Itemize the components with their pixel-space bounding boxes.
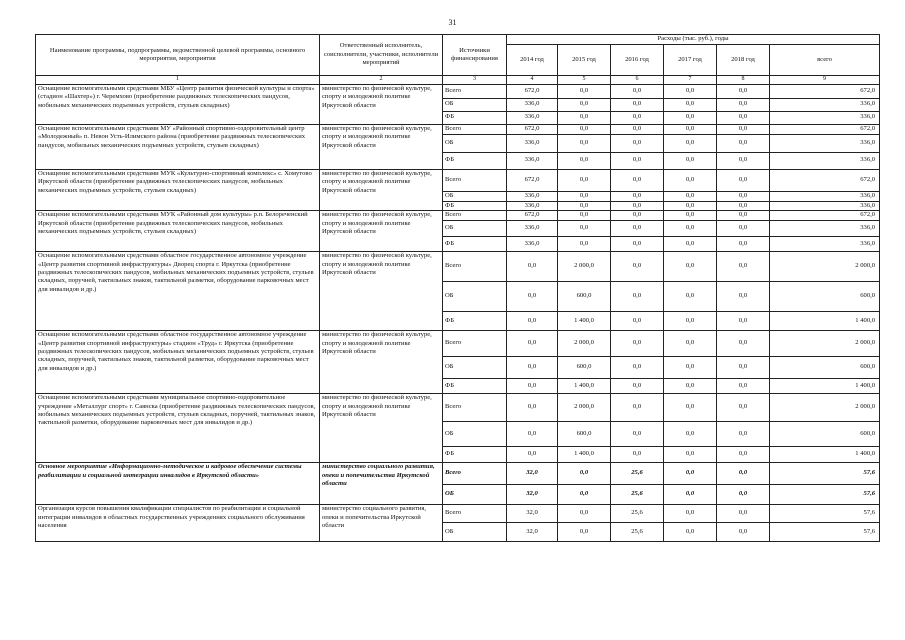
year-value: 0,0 bbox=[611, 379, 664, 394]
total-value: 1 400,0 bbox=[770, 447, 880, 463]
year-value: 0,0 bbox=[611, 331, 664, 357]
year-value: 0,0 bbox=[664, 331, 717, 357]
measure-executor: министерство социального развития, опеки и попечительства Иркутской области bbox=[320, 505, 443, 542]
funding-source: ОБ bbox=[443, 485, 507, 505]
funding-source: ФБ bbox=[443, 312, 507, 331]
funding-source: Всего bbox=[443, 169, 507, 191]
index-cell: 4 bbox=[507, 76, 558, 85]
table-row bbox=[36, 124, 880, 134]
year-value: 0,0 bbox=[717, 485, 770, 505]
year-value: 0,0 bbox=[664, 505, 717, 523]
funding-source: ОБ bbox=[443, 221, 507, 237]
header-year-2015: 2015 год bbox=[558, 45, 611, 76]
year-value: 0,0 bbox=[558, 111, 611, 124]
year-value: 336,0 bbox=[507, 111, 558, 124]
total-value: 336,0 bbox=[770, 221, 880, 237]
year-value: 336,0 bbox=[507, 134, 558, 152]
year-value: 0,0 bbox=[611, 252, 664, 282]
year-value: 0,0 bbox=[664, 111, 717, 124]
measure-executor: министерство по физической культуре, спорту и молодежной политике Иркутской области bbox=[320, 84, 443, 124]
year-value: 0,0 bbox=[717, 111, 770, 124]
year-value: 600,0 bbox=[558, 422, 611, 447]
total-value: 600,0 bbox=[770, 357, 880, 379]
year-value: 0,0 bbox=[611, 447, 664, 463]
year-value: 2 000,0 bbox=[558, 252, 611, 282]
funding-source: ОБ bbox=[443, 523, 507, 542]
header-expenses: Расходы (тыс. руб.), годы bbox=[507, 35, 880, 45]
year-value: 0,0 bbox=[558, 237, 611, 252]
index-cell: 5 bbox=[558, 76, 611, 85]
header-year-2014: 2014 год bbox=[507, 45, 558, 76]
funding-source: ОБ bbox=[443, 357, 507, 379]
funding-source: Всего bbox=[443, 505, 507, 523]
year-value: 25,6 bbox=[611, 523, 664, 542]
funding-source: Всего bbox=[443, 463, 507, 485]
index-cell: 7 bbox=[664, 76, 717, 85]
measure-name: Оснащение вспомогательными средствами муниципальное спортивно-оздоровительное учреждение «Металлург спорт» г. Саянска (приобретение раздвижных телескопических пандусов, мобильных механических подъемных устройств, стульев складных, поручней, тактильных знаков, тактильной разметки, оборудование парковочных мест для инвалидов и др.) bbox=[36, 394, 320, 463]
table-row bbox=[36, 394, 880, 422]
year-value: 0,0 bbox=[717, 331, 770, 357]
total-value: 57,6 bbox=[770, 523, 880, 542]
year-value: 600,0 bbox=[558, 357, 611, 379]
funding-source: Всего bbox=[443, 124, 507, 134]
index-cell: 6 bbox=[611, 76, 664, 85]
funding-source: ОБ bbox=[443, 134, 507, 152]
year-value: 0,0 bbox=[664, 237, 717, 252]
year-value: 0,0 bbox=[611, 221, 664, 237]
year-value: 672,0 bbox=[507, 211, 558, 221]
year-value: 336,0 bbox=[507, 237, 558, 252]
funding-source: Всего bbox=[443, 252, 507, 282]
year-value: 0,0 bbox=[558, 201, 611, 210]
total-value: 57,6 bbox=[770, 505, 880, 523]
funding-source: ОБ bbox=[443, 282, 507, 312]
funding-source: ФБ bbox=[443, 237, 507, 252]
year-value: 0,0 bbox=[611, 191, 664, 201]
index-cell: 1 bbox=[36, 76, 320, 85]
year-value: 336,0 bbox=[507, 152, 558, 169]
year-value: 0,0 bbox=[507, 312, 558, 331]
page-number: 31 bbox=[448, 18, 457, 27]
year-value: 336,0 bbox=[507, 98, 558, 111]
funding-source: Всего bbox=[443, 211, 507, 221]
year-value: 0,0 bbox=[717, 394, 770, 422]
year-value: 0,0 bbox=[664, 357, 717, 379]
year-value: 0,0 bbox=[611, 394, 664, 422]
funding-source: ФБ bbox=[443, 111, 507, 124]
year-value: 336,0 bbox=[507, 201, 558, 210]
header-year-2016: 2016 год bbox=[611, 45, 664, 76]
measure-executor: министерство по физической культуре, спорту и молодежной политике Иркутской области bbox=[320, 211, 443, 252]
year-value: 0,0 bbox=[717, 84, 770, 98]
total-value: 336,0 bbox=[770, 111, 880, 124]
year-value: 0,0 bbox=[558, 134, 611, 152]
year-value: 1 400,0 bbox=[558, 447, 611, 463]
header-year-2018: 2018 год bbox=[717, 45, 770, 76]
year-value: 0,0 bbox=[717, 201, 770, 210]
year-value: 0,0 bbox=[611, 152, 664, 169]
measure-name: Основное мероприятие «Информационно-методическое и кадровое обеспечение системы реабилитации и социальной интеграции инвалидов в Иркутской области» bbox=[36, 463, 320, 505]
year-value: 672,0 bbox=[507, 124, 558, 134]
year-value: 600,0 bbox=[558, 282, 611, 312]
year-value: 0,0 bbox=[664, 394, 717, 422]
total-value: 336,0 bbox=[770, 201, 880, 210]
table-row bbox=[36, 252, 880, 282]
table-row bbox=[36, 211, 880, 221]
year-value: 0,0 bbox=[558, 169, 611, 191]
year-value: 0,0 bbox=[558, 211, 611, 221]
year-value: 0,0 bbox=[717, 211, 770, 221]
year-value: 0,0 bbox=[664, 252, 717, 282]
year-value: 0,0 bbox=[664, 211, 717, 221]
year-value: 0,0 bbox=[717, 169, 770, 191]
measure-name: Оснащение вспомогательными средствами МБУ «Центр развития физической культуры и спорта» (стадион «Шахтер») г. Черемхово (приобретение раздвижных телескопических пандусов, мобильных механических подъемных устройств, стульев складных) bbox=[36, 84, 320, 124]
table-row bbox=[36, 463, 880, 485]
measure-name: Оснащение вспомогательными средствами МУК «Культурно-спортивный комплекс» с. Хомутово Иркутской области (приобретение раздвижных телескопических пандусов, мобильных механических подъемных устройств, стульев складных) bbox=[36, 169, 320, 210]
year-value: 0,0 bbox=[611, 169, 664, 191]
year-value: 0,0 bbox=[611, 124, 664, 134]
year-value: 0,0 bbox=[717, 447, 770, 463]
header-name: Наименование программы, подпрограммы, ведомственной целевой программы, основного мероприятия, мероприятия bbox=[36, 35, 320, 76]
year-value: 2 000,0 bbox=[558, 331, 611, 357]
year-value: 25,6 bbox=[611, 463, 664, 485]
year-value: 336,0 bbox=[507, 221, 558, 237]
total-value: 672,0 bbox=[770, 169, 880, 191]
year-value: 0,0 bbox=[717, 237, 770, 252]
year-value: 32,0 bbox=[507, 463, 558, 485]
year-value: 0,0 bbox=[558, 485, 611, 505]
funding-source: ОБ bbox=[443, 98, 507, 111]
year-value: 336,0 bbox=[507, 191, 558, 201]
total-value: 600,0 bbox=[770, 282, 880, 312]
table-body bbox=[36, 84, 880, 541]
total-value: 2 000,0 bbox=[770, 252, 880, 282]
year-value: 0,0 bbox=[717, 312, 770, 331]
year-value: 0,0 bbox=[664, 422, 717, 447]
year-value: 0,0 bbox=[664, 379, 717, 394]
funding-source: ОБ bbox=[443, 422, 507, 447]
header-year-2017: 2017 год bbox=[664, 45, 717, 76]
measure-name: Организация курсов повышения квалификации специалистов по реабилитации и социальной интеграции инвалидов в областных государственных учреждениях социального обслуживания населения bbox=[36, 505, 320, 542]
funding-source: Всего bbox=[443, 331, 507, 357]
year-value: 0,0 bbox=[611, 134, 664, 152]
year-value: 0,0 bbox=[558, 221, 611, 237]
year-value: 0,0 bbox=[717, 505, 770, 523]
year-value: 0,0 bbox=[558, 505, 611, 523]
year-value: 0,0 bbox=[664, 312, 717, 331]
total-value: 57,6 bbox=[770, 485, 880, 505]
funding-source: ФБ bbox=[443, 152, 507, 169]
year-value: 25,6 bbox=[611, 485, 664, 505]
year-value: 0,0 bbox=[717, 282, 770, 312]
year-value: 0,0 bbox=[664, 152, 717, 169]
total-value: 57,6 bbox=[770, 463, 880, 485]
year-value: 0,0 bbox=[664, 485, 717, 505]
year-value: 0,0 bbox=[558, 124, 611, 134]
index-cell: 3 bbox=[443, 76, 507, 85]
year-value: 0,0 bbox=[664, 282, 717, 312]
year-value: 0,0 bbox=[611, 357, 664, 379]
total-value: 672,0 bbox=[770, 211, 880, 221]
measure-name: Оснащение вспомогательными средствами МУ «Районный спортивно-оздоровительный центр «Молодежный» п. Невон Усть-Илимского района (приобретение раздвижных телескопических пандусов, мобильных механических подъемных устройств, стульев складных) bbox=[36, 124, 320, 169]
year-value: 0,0 bbox=[664, 221, 717, 237]
year-value: 0,0 bbox=[507, 282, 558, 312]
funding-source: ФБ bbox=[443, 201, 507, 210]
table-row bbox=[36, 84, 880, 98]
year-value: 0,0 bbox=[611, 84, 664, 98]
year-value: 0,0 bbox=[558, 191, 611, 201]
year-value: 32,0 bbox=[507, 485, 558, 505]
funding-source: ФБ bbox=[443, 447, 507, 463]
year-value: 0,0 bbox=[717, 463, 770, 485]
year-value: 0,0 bbox=[717, 134, 770, 152]
table-row bbox=[36, 169, 880, 191]
total-value: 672,0 bbox=[770, 84, 880, 98]
year-value: 0,0 bbox=[507, 379, 558, 394]
total-value: 336,0 bbox=[770, 152, 880, 169]
year-value: 0,0 bbox=[558, 84, 611, 98]
year-value: 0,0 bbox=[558, 523, 611, 542]
year-value: 0,0 bbox=[507, 447, 558, 463]
total-value: 1 400,0 bbox=[770, 312, 880, 331]
year-value: 0,0 bbox=[664, 191, 717, 201]
measure-executor: министерство по физической культуре, спорту и молодежной политике Иркутской области bbox=[320, 252, 443, 331]
year-value: 25,6 bbox=[611, 505, 664, 523]
year-value: 0,0 bbox=[717, 252, 770, 282]
year-value: 0,0 bbox=[664, 84, 717, 98]
measure-name: Оснащение вспомогательными средствами МУК «Районный дом культуры» р.п. Белореченский Иркутской области (приобретение раздвижных телескопических пандусов, мобильных механических подъемных устройств, стульев складных) bbox=[36, 211, 320, 252]
year-value: 0,0 bbox=[664, 124, 717, 134]
measure-executor: министерство по физической культуре, спорту и молодежной политике Иркутской области bbox=[320, 169, 443, 210]
year-value: 0,0 bbox=[717, 191, 770, 201]
year-value: 0,0 bbox=[717, 152, 770, 169]
funding-source: ФБ bbox=[443, 379, 507, 394]
year-value: 0,0 bbox=[664, 169, 717, 191]
year-value: 0,0 bbox=[611, 211, 664, 221]
year-value: 2 000,0 bbox=[558, 394, 611, 422]
measure-executor: министерство по физической культуре, спорту и молодежной политике Иркутской области bbox=[320, 331, 443, 394]
total-value: 672,0 bbox=[770, 124, 880, 134]
year-value: 0,0 bbox=[717, 357, 770, 379]
year-value: 1 400,0 bbox=[558, 379, 611, 394]
year-value: 0,0 bbox=[611, 98, 664, 111]
year-value: 1 400,0 bbox=[558, 312, 611, 331]
year-value: 0,0 bbox=[558, 152, 611, 169]
year-value: 32,0 bbox=[507, 523, 558, 542]
year-value: 0,0 bbox=[611, 312, 664, 331]
total-value: 336,0 bbox=[770, 237, 880, 252]
year-value: 0,0 bbox=[664, 134, 717, 152]
measure-executor: министерство по физической культуре, спорту и молодежной политике Иркутской области bbox=[320, 394, 443, 463]
measure-executor: министерство по физической культуре, спорту и молодежной политике Иркутской области bbox=[320, 124, 443, 169]
budget-table bbox=[35, 34, 880, 542]
year-value: 0,0 bbox=[611, 201, 664, 210]
total-value: 336,0 bbox=[770, 191, 880, 201]
total-value: 600,0 bbox=[770, 422, 880, 447]
total-value: 1 400,0 bbox=[770, 379, 880, 394]
funding-source: ОБ bbox=[443, 191, 507, 201]
measure-name: Оснащение вспомогательными средствами областное государственное автономное учреждение «Центр развития спортивной инфраструктуры» стадион «Труд» г. Иркутска (приобретение раздвижных телескопических пандусов, мобильных механических подъемных устройств, стульев складных, поручней, тактильных знаков, тактильной разметки, оборудование парковочных мест для инвалидов и др.) bbox=[36, 331, 320, 394]
year-value: 0,0 bbox=[717, 124, 770, 134]
index-cell: 2 bbox=[320, 76, 443, 85]
year-value: 0,0 bbox=[611, 111, 664, 124]
year-value: 0,0 bbox=[507, 331, 558, 357]
total-value: 2 000,0 bbox=[770, 331, 880, 357]
year-value: 0,0 bbox=[664, 523, 717, 542]
year-value: 0,0 bbox=[664, 201, 717, 210]
year-value: 0,0 bbox=[664, 447, 717, 463]
year-value: 0,0 bbox=[611, 237, 664, 252]
index-cell: 9 bbox=[770, 76, 880, 85]
header-row-top bbox=[36, 35, 880, 45]
year-value: 672,0 bbox=[507, 84, 558, 98]
year-value: 0,0 bbox=[664, 98, 717, 111]
year-value: 0,0 bbox=[717, 523, 770, 542]
year-value: 0,0 bbox=[558, 463, 611, 485]
funding-source: Всего bbox=[443, 84, 507, 98]
year-value: 0,0 bbox=[611, 282, 664, 312]
total-value: 336,0 bbox=[770, 134, 880, 152]
header-index-row bbox=[36, 76, 880, 85]
table-row bbox=[36, 331, 880, 357]
year-value: 0,0 bbox=[507, 357, 558, 379]
year-value: 0,0 bbox=[507, 394, 558, 422]
funding-source: Всего bbox=[443, 394, 507, 422]
measure-executor: министерство социального развития, опеки и попечительства Иркутской области bbox=[320, 463, 443, 505]
year-value: 0,0 bbox=[507, 252, 558, 282]
year-value: 0,0 bbox=[717, 422, 770, 447]
header-source: Источники финансирования bbox=[443, 35, 507, 76]
year-value: 0,0 bbox=[611, 422, 664, 447]
header-total: всего bbox=[770, 45, 880, 76]
year-value: 0,0 bbox=[717, 379, 770, 394]
table-row bbox=[36, 505, 880, 523]
year-value: 0,0 bbox=[717, 98, 770, 111]
measure-name: Оснащение вспомогательными средствами областное государственное автономное учреждение «Центр развития спортивной инфраструктуры» Дворец спорта г. Иркутска (приобретение раздвижных телескопических пандусов, мобильных механических подъемных устройств, стульев складных, поручней, тактильных знаков, тактильной разметки, оборудование парковочных мест для инвалидов и др.) bbox=[36, 252, 320, 331]
year-value: 0,0 bbox=[717, 221, 770, 237]
year-value: 0,0 bbox=[507, 422, 558, 447]
index-cell: 8 bbox=[717, 76, 770, 85]
year-value: 32,0 bbox=[507, 505, 558, 523]
total-value: 2 000,0 bbox=[770, 394, 880, 422]
total-value: 336,0 bbox=[770, 98, 880, 111]
year-value: 0,0 bbox=[558, 98, 611, 111]
year-value: 0,0 bbox=[664, 463, 717, 485]
year-value: 672,0 bbox=[507, 169, 558, 191]
header-executor: Ответственный исполнитель, соисполнители, участники, исполнители мероприятий bbox=[320, 35, 443, 76]
